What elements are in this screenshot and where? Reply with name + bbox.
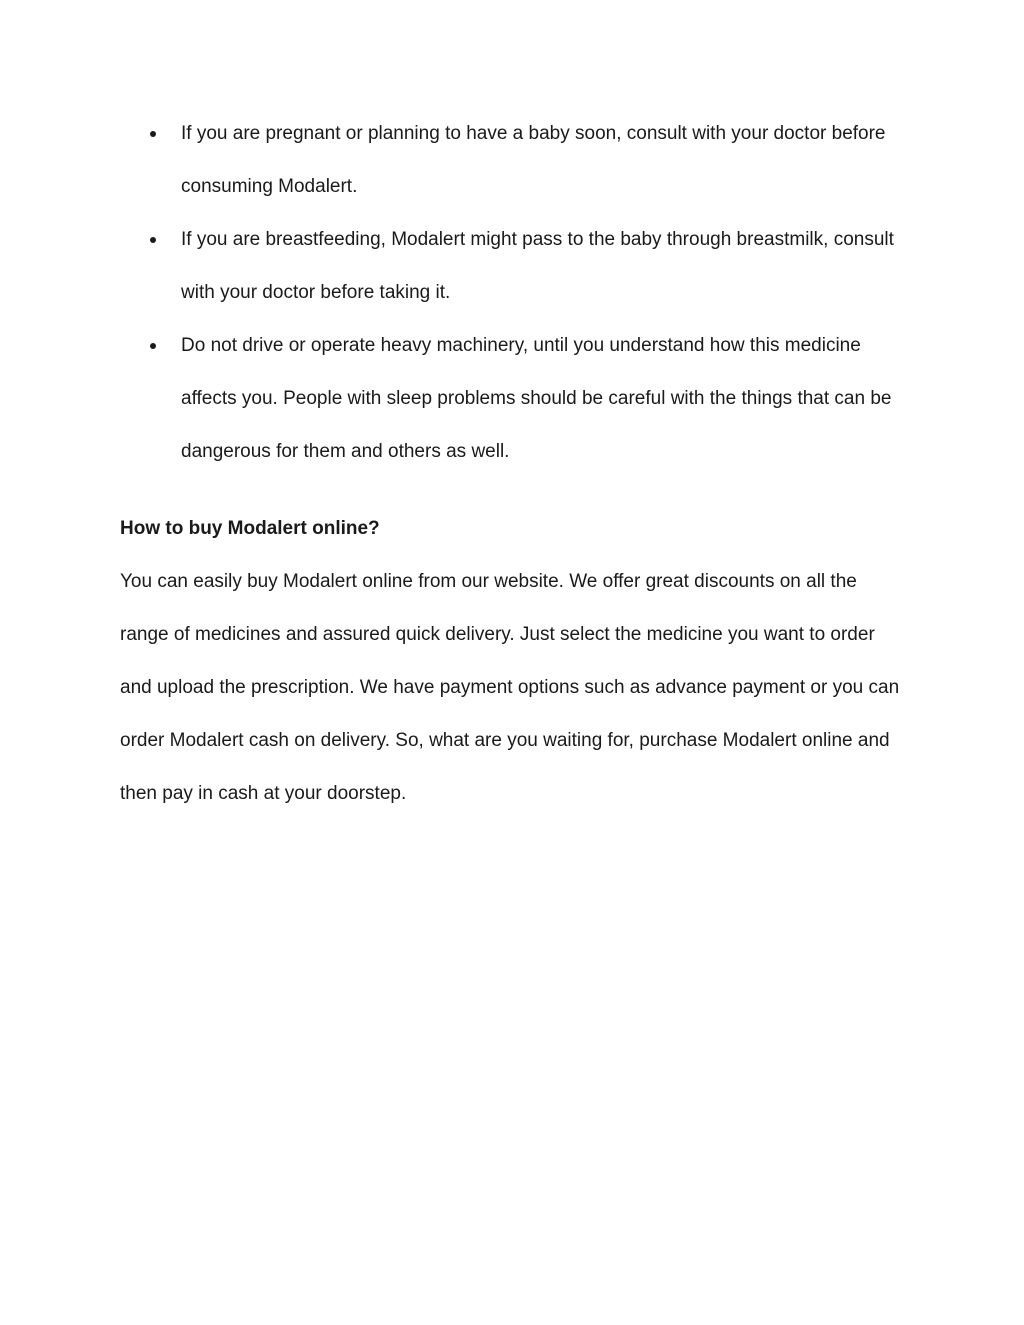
body-paragraph: You can easily buy Modalert online from our website. We offer great discounts on all the range of medicines and assured quick delivery. Just select the medicine you want to order and upload the prescription. We have payment options such as advance payment or you can order Modalert cash on delivery. So, what are you waiting for, purchase Modalert online and then pay in cash at your doorstep. — [120, 571, 900, 804]
bullet-icon — [150, 343, 156, 349]
list-item — [120, 319, 910, 478]
list-item-text: Do not drive or operate heavy machinery, until you understand how this medicine affects you. People with sleep problems should be careful with the things that can be dangerous for them and others as well. — [181, 335, 892, 462]
list-item — [120, 213, 910, 319]
list-item-text: If you are breastfeeding, Modalert might pass to the baby through breastmilk, consult with your doctor before taking it. — [181, 229, 894, 303]
bullet-icon — [150, 131, 156, 137]
list-item-text: If you are pregnant or planning to have a baby soon, consult with your doctor before consuming Modalert. — [181, 123, 886, 197]
bullet-icon — [150, 237, 156, 243]
list-item — [120, 107, 910, 213]
precautions-list — [120, 107, 910, 478]
section-heading: How to buy Modalert online? — [120, 518, 380, 539]
